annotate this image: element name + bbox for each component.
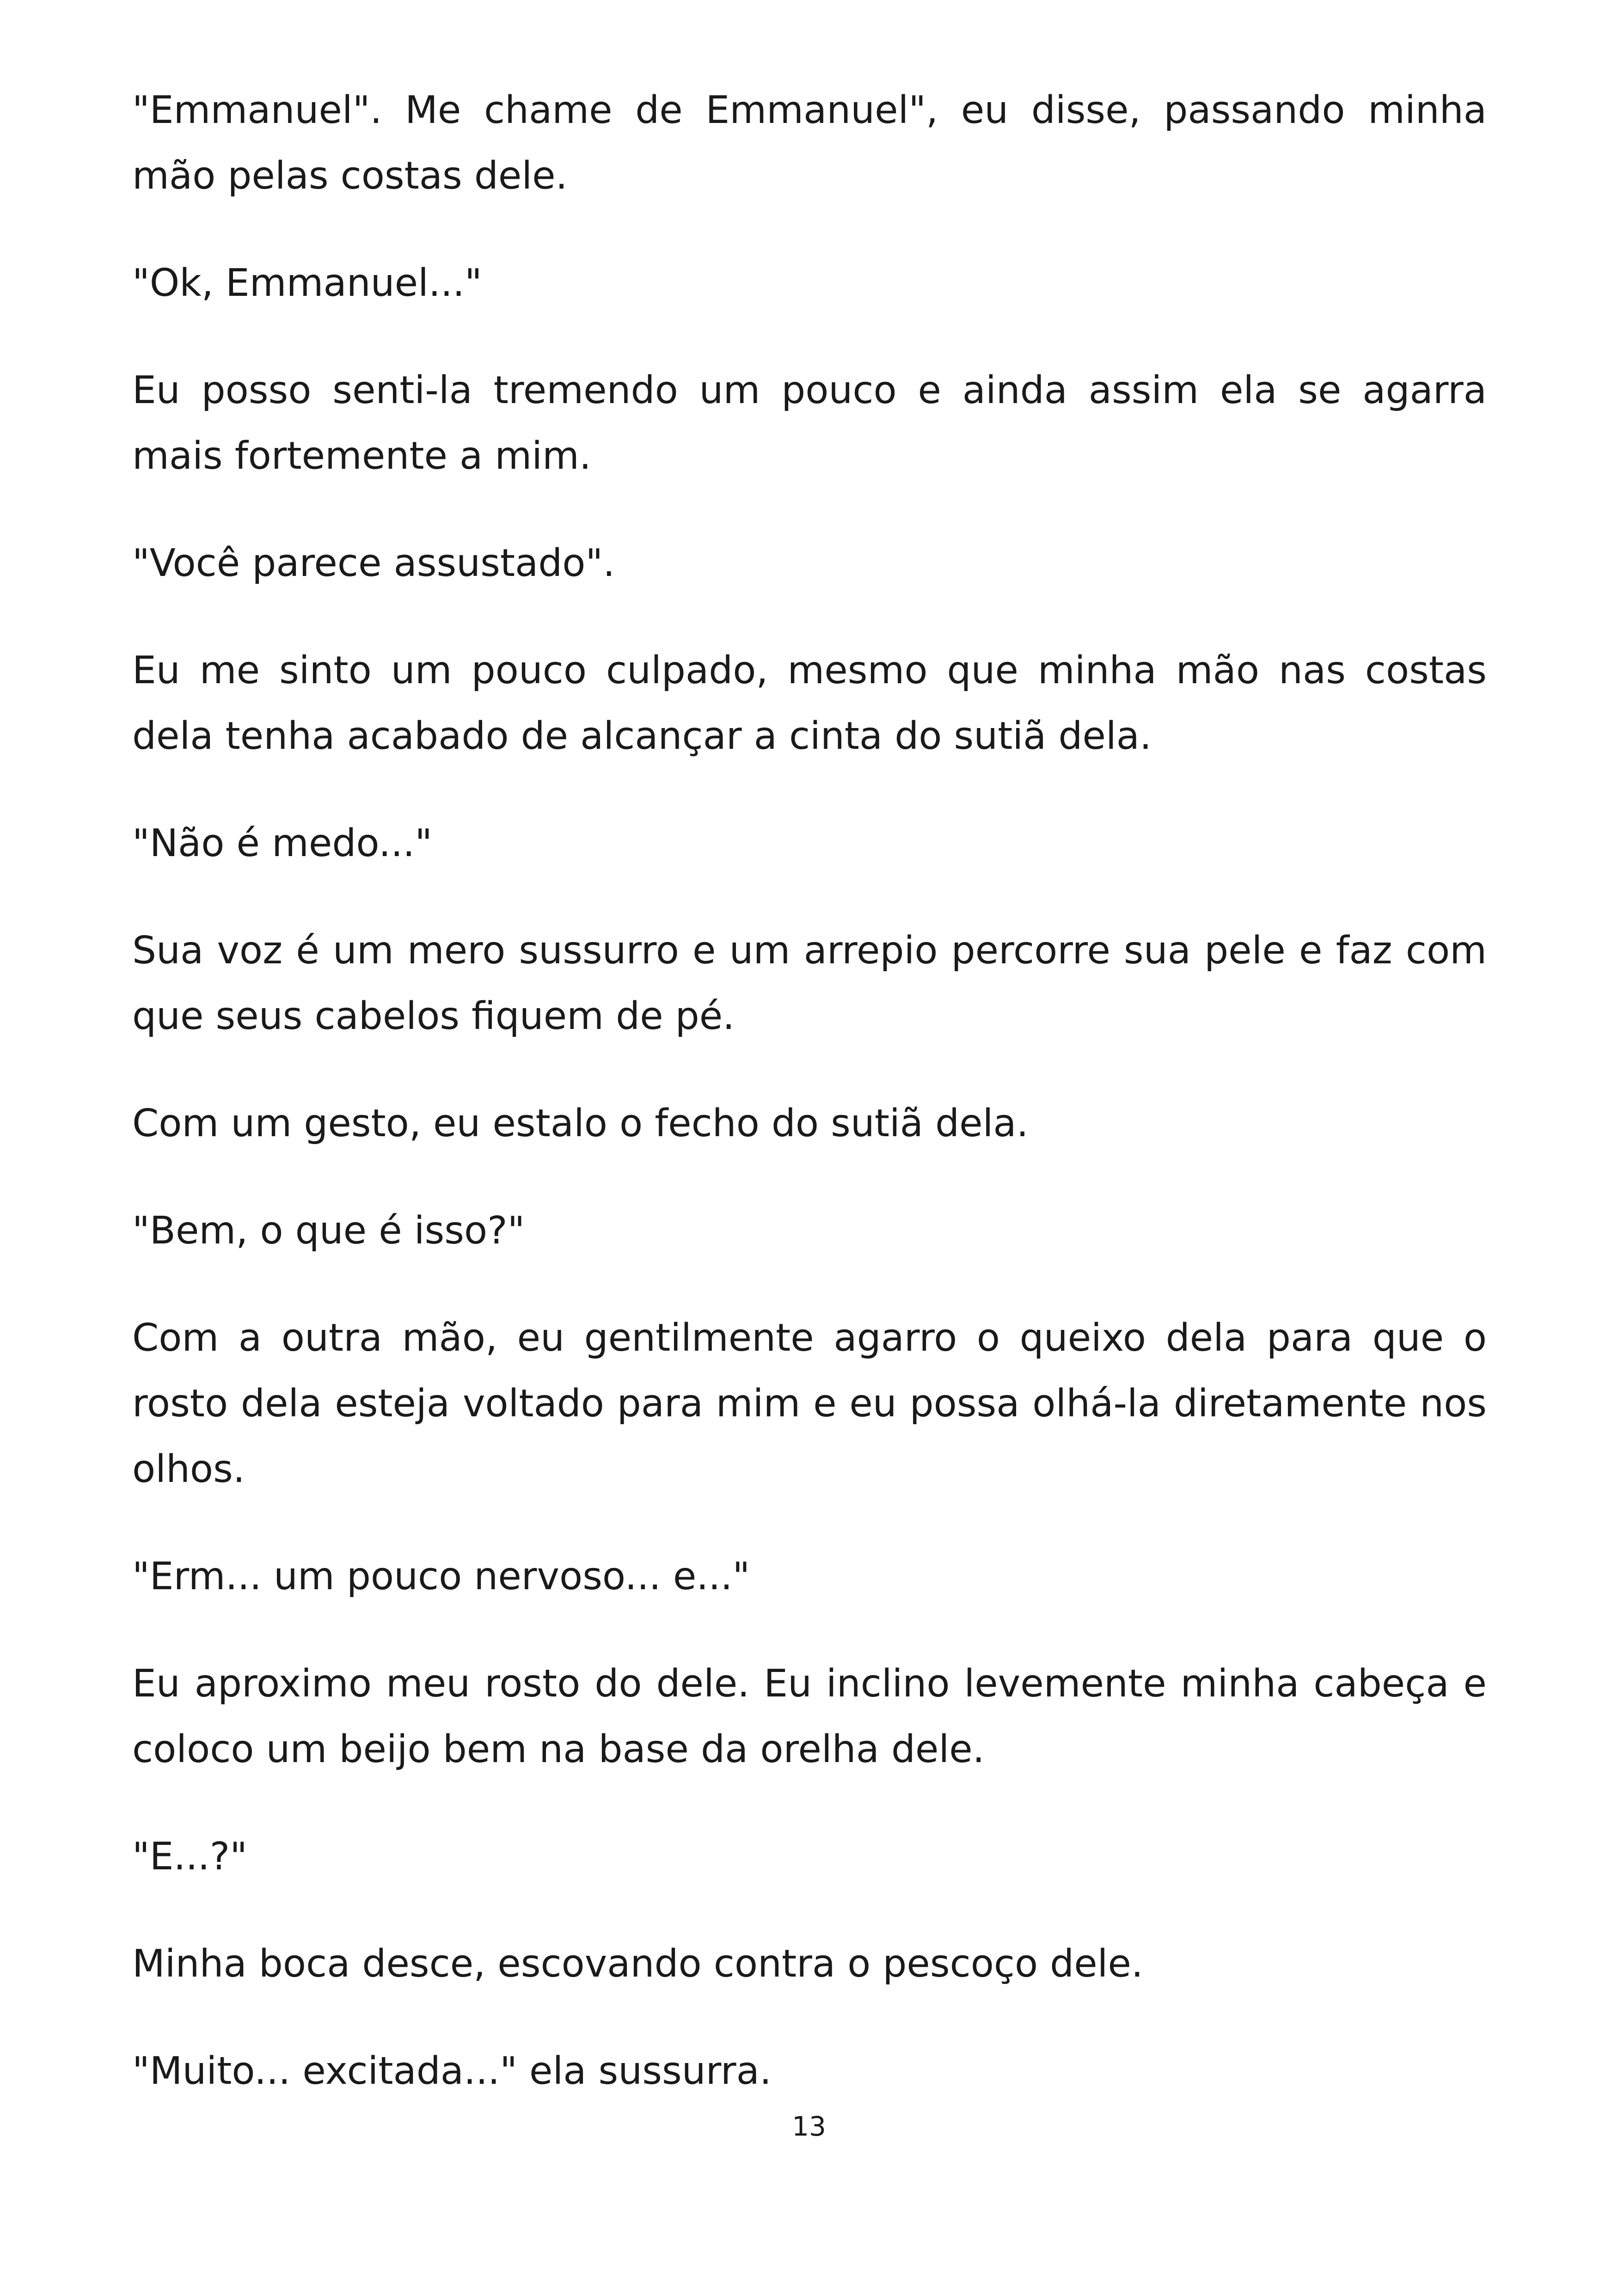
paragraph: "Emmanuel". Me chame de Emmanuel", eu disse, passando minha mão pelas costas dele. xyxy=(132,88,1487,198)
paragraph: "Bem, o que é isso?" xyxy=(132,1209,525,1253)
paragraph: Com um gesto, eu estalo o fecho do sutiã dela. xyxy=(132,1102,1029,1145)
body-text xyxy=(132,78,1487,2146)
paragraph: Minha boca desce, escovando contra o pescoço dele. xyxy=(132,1942,1143,1986)
paragraph: Sua voz é um mero sussurro e um arrepio percorre sua pele e faz com que seus cabelos fiquem de pé. xyxy=(132,929,1487,1038)
paragraph: Eu posso senti-la tremendo um pouco e ainda assim ela se agarra mais fortemente a mim. xyxy=(132,368,1487,478)
paragraph: "Você parece assustado". xyxy=(132,541,615,585)
paragraph: "Ok, Emmanuel..." xyxy=(132,261,482,305)
paragraph: Eu aproximo meu rosto do dele. Eu inclino levemente minha cabeça e coloco um beijo bem na base da orelha dele. xyxy=(132,1662,1487,1771)
page-number: 13 xyxy=(792,2111,826,2142)
paragraph: "E...?" xyxy=(132,1835,247,1879)
paragraph: "Muito... excitada..." ela sussurra. xyxy=(132,2049,772,2093)
paragraph: Com a outra mão, eu gentilmente agarro o queixo dela para que o rosto dela esteja voltado para mim e eu possa olhá-la diretamente nos olhos. xyxy=(132,1316,1487,1491)
paragraph: Eu me sinto um pouco culpado, mesmo que minha mão nas costas dela tenha acabado de alcançar a cinta do sutiã dela. xyxy=(132,649,1487,758)
paragraph: "Erm... um pouco nervoso... e..." xyxy=(132,1555,750,1598)
paragraph: "Não é medo..." xyxy=(132,821,433,865)
